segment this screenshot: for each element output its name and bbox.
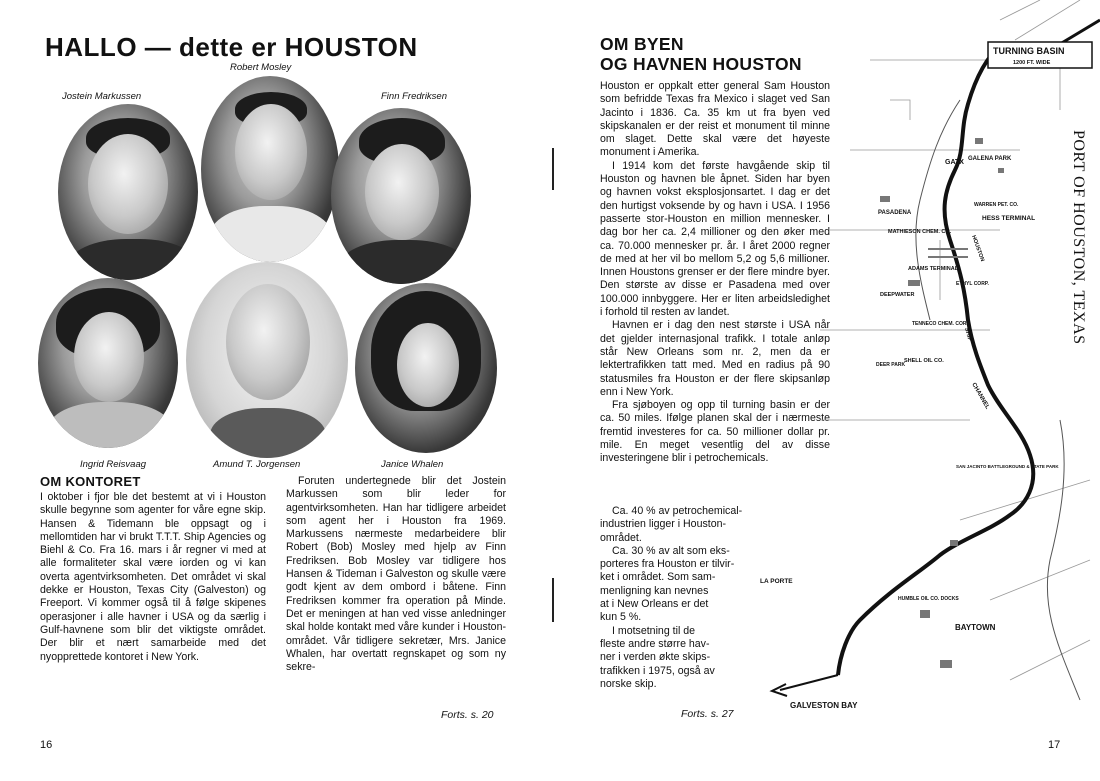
caption-robert-mosley: Robert Mosley	[230, 62, 292, 73]
map-label-mathieson: MATHIESON CHEM. CO.	[888, 229, 952, 235]
text-line: fleste andre større hav-	[600, 637, 710, 650]
map-label-humble-oil: HUMBLE OIL CO. DOCKS	[898, 596, 959, 602]
paragraph: Foruten undertegnede blir det Jostein Markussen som blir leder for agentvirksomheten. Han har tidligere arbeidet som agent her i Houston fra 1969. Markussens nærmeste medarbeidere blir Robert (Bob) Mosley med hjelp av Finn Fredriksen. Bob Mosley var tidligere hos Hansen & Tideman i Galveston og skulle være godt kjent av dem ombord i båtene. Finn Fredriksen kommer fra operation på Minde. Det er meningen at han ved visse anledninger skal holde kontakt med våre kunder i Houston-området. Vår tidligere sekretær, Mrs. Janice Whalen, har overtatt regnskapet og som ny sekre-	[286, 475, 506, 674]
photo-finn-fredriksen	[331, 108, 471, 284]
photo-robert-mosley	[201, 76, 339, 262]
article-column-2	[286, 475, 506, 674]
map-label-la-porte: LA PORTE	[760, 578, 793, 585]
article-column-1	[40, 491, 266, 664]
photo-amund-jorgensen	[186, 262, 348, 458]
caption-jostein-markussen: Jostein Markussen	[62, 91, 142, 102]
paragraph: I 1914 kom det første havgående skip til Houston og havnen ble åpnet. Siden har byen og havnen vokst eksplosjonsartet. I dag er det den hurtigst voksende by og havn i USA. I 1956 passerte stor-Houston en million mennesker. I dag bor her ca. 2,4 millioner og den øker med ca. 70.000 mennesker pr. år. I året 2000 regner de med at her vil bo mellom 5,2 og 5,6 millioner. Innen Houstons grenser er der flere mindre byer. Den største av disse er Pasadena med over 100.000 innbyggere. Her er liten arbeidsledighet i forhold til resten av landet.	[600, 159, 830, 319]
paragraph: I oktober i fjor ble det bestemt at vi i Houston skulle begynne som agenter for våre egne skip. Hansen & Tidemann ble oppsagt og i mellomtiden har vi brukt T.T.T. Ship Agencies og Biehl & Co. Fra 16. mars i år regner vi med at alle formaliteter skal være iorden og vi kan overta agentvirksomheten. Det området vi skal dekke er Houston, Texas City (Galveston) og Freeport. Vi kommer også til å følge skipenes operasjoner i alle havner i USA og da særlig i Gulf-havnene som blir det viktigste området. Der blir et nært samarbeide med det nyopprettede kontoret i New York.	[40, 491, 266, 663]
caption-janice-whalen: Janice Whalen	[381, 459, 444, 470]
map-label-deer-park: DEER PARK	[876, 362, 906, 368]
caption-amund-jorgensen: Amund T. Jorgensen	[213, 459, 301, 470]
text-line: industrien ligger i Houston-	[600, 518, 727, 531]
page-number-right: 17	[1048, 739, 1061, 751]
map-label-warren: WARREN PET. CO.	[974, 202, 1019, 208]
map-label-turning-basin-width: 1200 FT. WIDE	[1013, 60, 1051, 66]
continued-note: Forts. s. 20	[441, 709, 494, 721]
page-number-left: 16	[40, 739, 53, 751]
text-line: ket i området. Som sam-	[600, 571, 716, 584]
map-label-galena-park: GALENA PARK	[968, 156, 1012, 162]
text-line: menligning kan nevnes	[600, 584, 709, 597]
photo-ingrid-reisvaag	[38, 278, 178, 448]
terrain-lines	[820, 0, 1090, 680]
map-label-ethyl: ETHYL CORP.	[956, 281, 989, 287]
section-heading-om-kontoret: OM KONTORET	[40, 474, 141, 489]
map-label-baytown: BAYTOWN	[955, 623, 996, 632]
map-label-adams-terminal: ADAMS TERMINAL	[908, 266, 959, 272]
article-title-line-2: OG HAVNEN HOUSTON	[600, 54, 802, 74]
gutter-mark	[552, 578, 554, 622]
map-label-deepwater: DEEPWATER	[880, 292, 915, 298]
upper-channel	[1002, 20, 1100, 44]
text-line: Ca. 30 % av alt som eks-	[612, 544, 730, 557]
text-line: området.	[600, 531, 642, 544]
map-label-gatx: GATX	[945, 159, 964, 166]
map-label-pasadena: PASADENA	[878, 210, 912, 216]
map-label-san-jacinto: SAN JACINTO BATTLEGROUND & STATE PARK	[956, 464, 1059, 469]
text-line: ner i verden økte skips-	[600, 651, 711, 664]
paragraph: Fra sjøboyen og opp til turning basin er der ca. 50 miles. Ifølge planen skal der i nærmeste fremtid investeres for ca. 50 millioner dollar pr. mile. En meget vesentlig del av disse investeringene blir i petrochemicals.	[600, 399, 830, 465]
text-line: at i New Orleans er det	[600, 598, 709, 611]
text-line: kun 5 %.	[600, 611, 642, 624]
map-label-turning-basin: TURNING BASIN	[993, 46, 1065, 56]
photo-jostein-markussen	[58, 104, 198, 280]
map-label-shell-oil: SHELL OIL CO.	[904, 358, 944, 364]
map-vertical-title: PORT OF HOUSTON, TEXAS	[1070, 130, 1087, 345]
text-line: porteres fra Houston er tilvir-	[600, 558, 735, 571]
text-line: I motsetning til de	[612, 624, 696, 637]
shoreline	[1047, 420, 1080, 700]
map-label-hess-terminal: HESS TERMINAL	[982, 215, 1036, 222]
channel-to-bay	[780, 675, 838, 690]
caption-finn-fredriksen: Finn Fredriksen	[381, 91, 447, 102]
paragraph: Houston er oppkalt etter general Sam Houston som befridde Texas fra Mexico i slaget ved San Jacinto i 1836. Ca. 35 km ut fra byen ved skipskanalen er der reist et monument til minne om slaget. Dette skal være det høyeste monument i Amerika.	[600, 80, 830, 159]
gutter-mark	[552, 148, 554, 190]
port-map	[760, 0, 1100, 781]
page-title: HALLO — dette er HOUSTON	[45, 32, 418, 62]
arrow-icon	[772, 684, 787, 696]
caption-ingrid-reisvaag: Ingrid Reisvaag	[80, 459, 147, 470]
text-line: norske skip.	[600, 677, 657, 690]
text-line: trafikken i 1975, også av	[600, 664, 715, 677]
photo-janice-whalen	[355, 283, 497, 453]
continued-note-right: Forts. s. 27	[681, 708, 734, 720]
article-title-line-1: OM BYEN	[600, 34, 684, 54]
map-label-ship: SHIP	[963, 326, 973, 343]
map-label-tenneco: TENNECO CHEM. CORP.	[912, 321, 971, 327]
shoreline	[916, 100, 960, 320]
text-line: Ca. 40 % av petrochemical-	[612, 505, 743, 517]
map-label-galveston-bay: GALVESTON BAY	[790, 701, 858, 710]
map-label-houston: HOUSTON	[970, 234, 986, 263]
paragraph: Havnen er i dag den nest største i USA når det gjelder internasjonal trafikk. I totale anløp står New Orleans som nr. 2, men da er lektertrafikken tatt med. Med en radius på 90 statusmiles fra Houston er der flere skipsanløp enn i New York.	[600, 319, 830, 398]
map-label-channel: CHANNEL	[970, 382, 991, 411]
